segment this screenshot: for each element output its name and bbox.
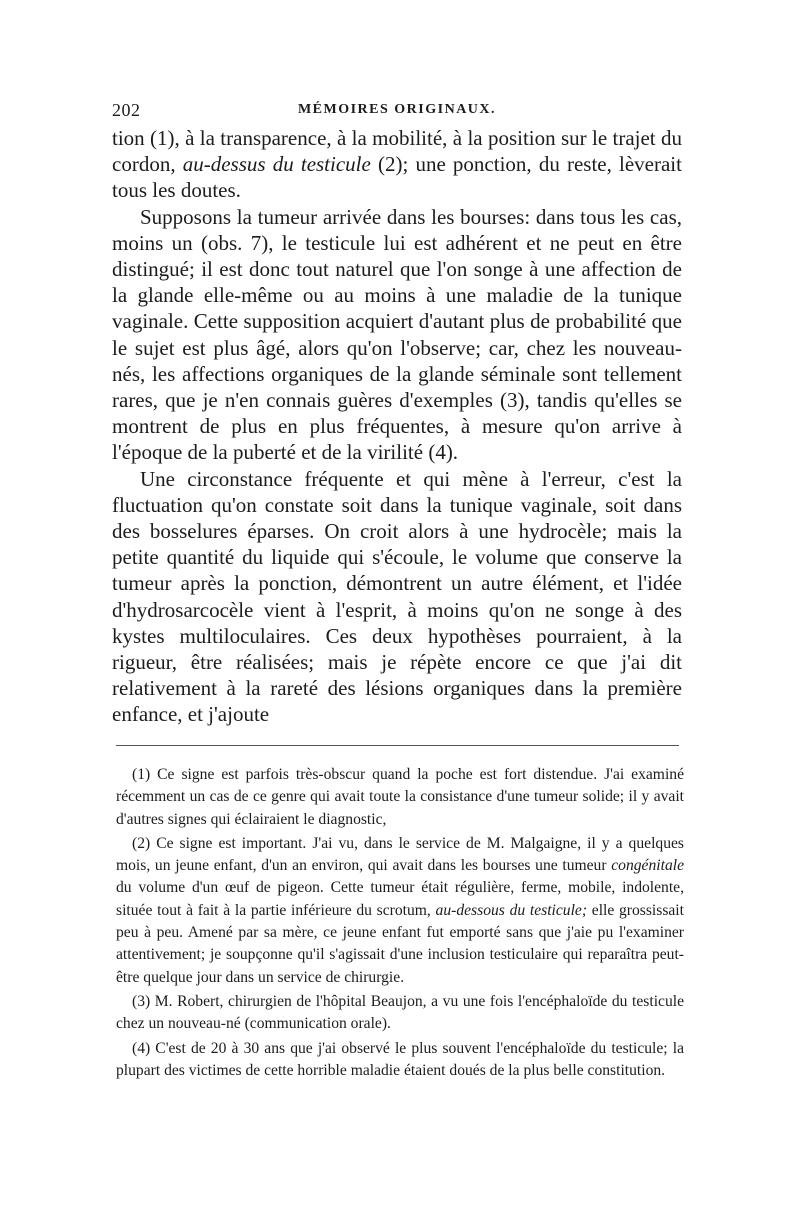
footnote-1: (1) Ce signe est parfois très-obscur quand la poche est fort distendue. J'ai examiné récemment un cas de ce genre qui avait toute la consistance d'une tumeur solide; il y avait d'autres signes qui éclairaient le diagnostic, [116, 766, 684, 828]
main-text [112, 125, 682, 728]
footnote-2 [116, 833, 684, 989]
footnote-2-italic-1: congénitale [611, 857, 684, 875]
footnote-2-part-a: (2) Ce signe est important. J'ai vu, dans le service de M. Malgaigne, il y a quelques mois, un jeune enfant, d'un an environ, qui avait dans les bourses une tumeur [116, 834, 684, 875]
paragraph-1-start: tion (1), à la transparence, à la mobilité, à la position sur le trajet du cordon, [112, 126, 682, 177]
footnote-separator [116, 745, 679, 746]
paragraph-2: Supposons la tumeur arrivée dans les bourses: dans tous les cas, moins un (obs. 7), le testicule lui est adhérent et ne peut en être distingué; il est donc tout naturel que l'on songe à une affection de la glande elle-même ou au moins à une maladie de la tunique vaginale. Cette supposition acquiert d'autant plus de probabilité que le sujet est plus âgé, alors qu'on l'observe; car, chez les nouveau-nés, les affections organiques de la glande séminale sont tellement rares, que je n'en connais guères d'exemples (3), tandis qu'elles se montrent de plus en plus fréquentes, à mesure qu'on arrive à l'époque de la puberté et de la virilité (4). [112, 204, 682, 465]
paragraph-3: Une circonstance fréquente et qui mène à l'erreur, c'est la fluctuation qu'on constate soit dans la tunique vaginale, soit dans des bosselures éparses. On croit alors à une hydrocèle; mais la petite quantité du liquide qui s'écoule, le volume que conserve la tumeur après la ponction, démontrent un autre élément, et l'idée d'hydrosarcocèle vient à l'esprit, à moins qu'on ne songe à des kystes multiloculaires. Ces deux hypothèses pourraient, à la rigueur, être réalisées; mais je répète encore ce que j'ai dit relativement à la rareté des lésions organiques dans la première enfance, et j'ajoute [112, 466, 682, 727]
footnotes [116, 764, 684, 1082]
paragraph-1-end: (2); une ponction, du reste, lèverait tous les doutes. [112, 152, 682, 203]
paragraph-1 [112, 125, 682, 204]
footnote-4: (4) C'est de 20 à 30 ans que j'ai observé le plus souvent l'encéphaloïde du testicule; la plupart des victimes de cette horrible maladie étaient doués de la plus belle constitution. [116, 1039, 684, 1079]
paragraph-1-italic: au-dessus du testicule [182, 152, 371, 177]
page-header [112, 100, 682, 124]
page-number: 202 [112, 100, 141, 120]
footnote-2-part-b: du volume d'un œuf de pigeon. Cette tumeur était régulière, ferme, mobile, indolente, située tout à fait à la partie inférieure du scrotum, [116, 879, 684, 919]
footnote-2-part-c: elle grossissait peu à peu. Amené par sa mère, ce jeune enfant fut emporté sans que j'aie pu l'examiner attentivement; je soupçonne qu'il s'agissait d'une inclusion testiculaire qui reparaîtra peut-être quelque jour dans un service de chirurgie. [116, 901, 684, 986]
footnote-3: (3) M. Robert, chirurgien de l'hôpital Beaujon, a vu une fois l'encéphaloïde du testicule chez un nouveau-né (communication orale). [116, 992, 684, 1033]
footnote-2-italic-2: au-dessous du testicule; [435, 901, 588, 919]
running-head: MÉMOIRES ORIGINAUX. [297, 102, 497, 117]
